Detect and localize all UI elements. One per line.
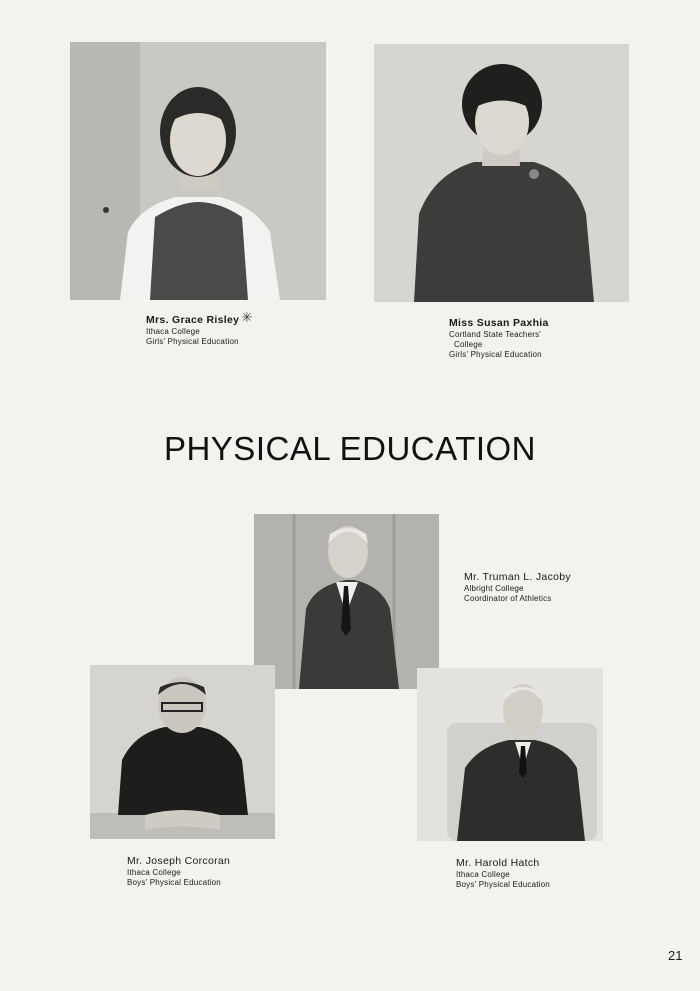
faculty-detail: College <box>454 340 483 350</box>
caption-paxhia <box>449 317 549 360</box>
faculty-detail: Girls' Physical Education <box>146 337 239 347</box>
faculty-detail: Ithaca College <box>456 870 510 880</box>
faculty-detail: Boys' Physical Education <box>127 878 221 888</box>
faculty-name: Mrs. Grace Risley <box>146 314 240 326</box>
page-number: 21 <box>668 948 683 963</box>
portrait-photo-hatch <box>417 668 603 841</box>
faculty-detail: Boys' Physical Education <box>456 880 550 890</box>
faculty-detail: Cortland State Teachers' <box>449 330 542 340</box>
caption-jacoby <box>464 571 571 604</box>
portrait-photo-risley <box>70 42 326 300</box>
faculty-detail: Coordinator of Athletics <box>464 594 552 604</box>
faculty-detail: Ithaca College <box>127 868 181 878</box>
faculty-detail: Albright College <box>464 584 524 594</box>
asterisk-mark: ✳ <box>241 309 253 325</box>
faculty-name: Mr. Truman L. Jacoby <box>464 571 571 583</box>
portrait-photo-jacoby <box>254 514 439 689</box>
faculty-detail: Ithaca College <box>146 327 200 337</box>
portrait-photo-corcoran <box>90 665 275 839</box>
caption-risley <box>146 314 239 347</box>
caption-corcoran <box>127 855 230 888</box>
faculty-detail: Girls' Physical Education <box>449 350 542 360</box>
page-title: PHYSICAL EDUCATION <box>163 430 537 467</box>
portrait-photo-paxhia <box>374 44 629 302</box>
faculty-name: Mr. Joseph Corcoran <box>127 855 231 867</box>
faculty-name: Mr. Harold Hatch <box>456 857 540 869</box>
faculty-name: Miss Susan Paxhia <box>449 317 549 329</box>
caption-hatch <box>456 857 550 890</box>
